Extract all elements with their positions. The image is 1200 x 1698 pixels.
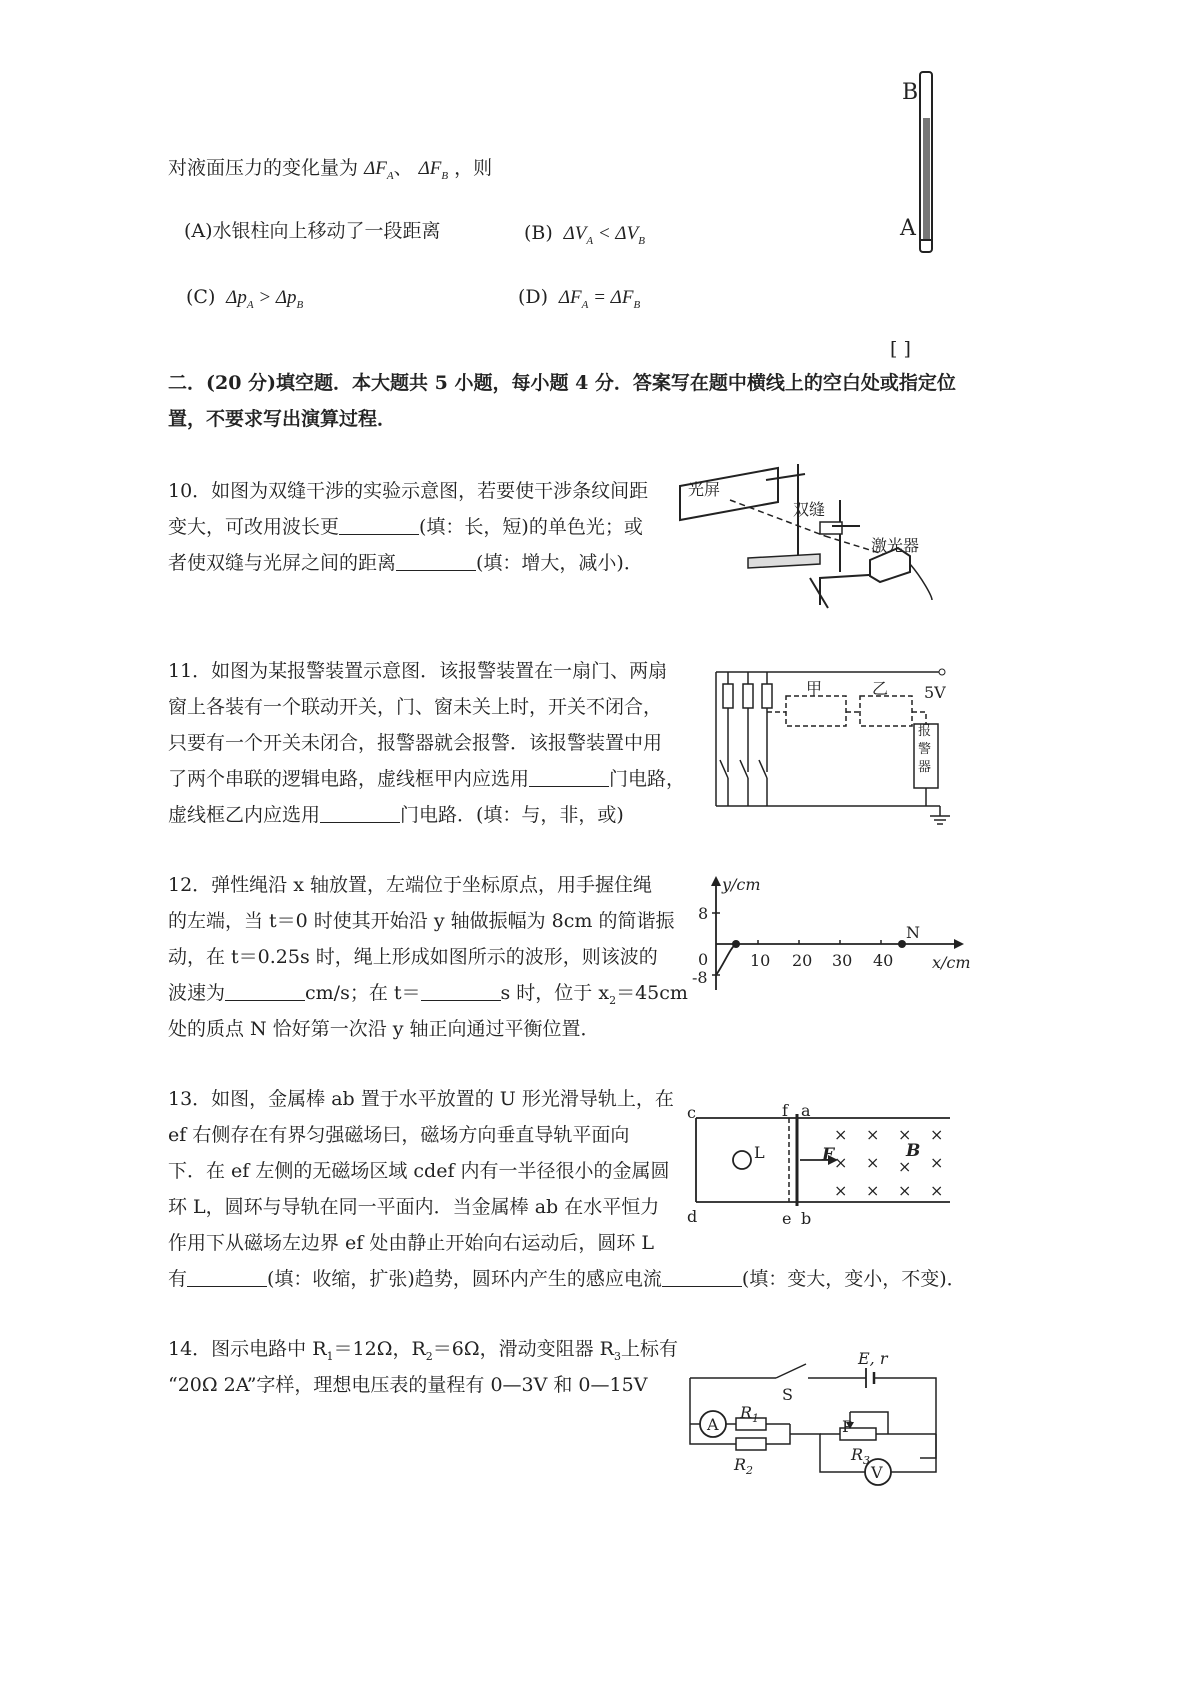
- q12-line1: 12．弹性绳沿 x 轴放置，左端位于坐标原点，用手握住绳: [168, 874, 652, 896]
- q9-stem-end: ，则: [454, 157, 493, 179]
- fig14-emf-label: E, r: [858, 1349, 888, 1368]
- q11-line3: 只要有一个开关未闭合，报警器就会报警．该报警装置中用: [168, 732, 663, 754]
- field-cross: ×: [866, 1125, 880, 1144]
- fig13-ring-label: L: [754, 1143, 765, 1162]
- field-cross: ×: [898, 1125, 912, 1144]
- fig10-laser-label: 激光器: [871, 536, 920, 555]
- circuit-figure: [680, 1346, 950, 1496]
- fig12-origin: 0: [698, 950, 709, 969]
- fig12-y-pos: 8: [698, 904, 709, 923]
- tube-label-b: B: [902, 80, 919, 105]
- field-cross: ×: [930, 1125, 944, 1144]
- q11-blank-1[interactable]: [529, 768, 609, 787]
- q14-line1-b: ＝12Ω，R: [333, 1338, 426, 1360]
- fig13-label-e: e: [782, 1209, 792, 1228]
- fig11-alarm-char-2: 警: [918, 742, 932, 757]
- q11-line5-end: 门电路．(填：与，非，或): [400, 804, 624, 826]
- fig13-label-a: a: [801, 1101, 811, 1120]
- field-cross: ×: [898, 1157, 912, 1176]
- field-cross: ×: [834, 1125, 848, 1144]
- fig14-switch-label: S: [782, 1385, 793, 1404]
- q10-line2-end: (填：长，短)的单色光；或: [419, 516, 643, 538]
- q13-line6-c: (填：变大，变小，不变)．: [741, 1268, 966, 1290]
- q13-line2: ef 右侧存在有界匀强磁场曰，磁场方向垂直导轨平面向: [168, 1124, 630, 1146]
- q9-option-c-label: (C): [186, 286, 216, 308]
- fig14-ammeter-label: A: [707, 1415, 719, 1434]
- fig13-label-b: b: [801, 1209, 812, 1228]
- q11-line4-start: 了两个串联的逻辑电路，虚线框甲内应选用: [168, 768, 530, 790]
- q9-option-d: (D) $\Delta F_A = \Delta F_B$: [518, 286, 641, 311]
- fig14-voltmeter-label: V: [871, 1463, 883, 1482]
- fig11-jia-label: 甲: [806, 679, 823, 698]
- fig12-point-n: N: [906, 923, 920, 942]
- field-cross: ×: [866, 1153, 880, 1172]
- q12-line4-d: ＝45cm: [616, 982, 688, 1004]
- q9-option-c: (C) $\Delta p_A > \Delta p_B$: [186, 286, 304, 311]
- q11-line5-start: 虚线框乙内应选用: [168, 804, 321, 826]
- field-cross: ×: [930, 1181, 944, 1200]
- q13-blank-2[interactable]: [662, 1268, 742, 1287]
- q10-blank-2[interactable]: [396, 552, 476, 571]
- q13-line1: 13．如图，金属棒 ab 置于水平放置的 U 形光滑导轨上，在: [168, 1088, 674, 1110]
- fig14-r3-label: $R_3$: [851, 1445, 871, 1468]
- fig11-alarm-char-1: 报: [918, 724, 932, 739]
- fig14-r1-label: $R_1$: [740, 1403, 760, 1426]
- fig14-slider-label: P: [842, 1417, 853, 1436]
- q10-line1: 10．如图为双缝干涉的实验示意图，若要使干涉条纹间距: [168, 480, 649, 502]
- q10-line3: [168, 550, 643, 576]
- q12-blank-2[interactable]: [421, 982, 501, 1001]
- field-cross: ×: [834, 1181, 848, 1200]
- field-cross: ×: [866, 1181, 880, 1200]
- field-cross: ×: [898, 1181, 912, 1200]
- q13-line5: 作用下从磁场左边界 ef 处由静止开始向右运动后，圆环 L: [168, 1232, 655, 1254]
- fig13-field-label: B: [906, 1141, 921, 1161]
- q9-option-d-label: (D): [518, 286, 549, 308]
- q13-line4: 环 L，圆环与导轨在同一平面内．当金属棒 ab 在水平恒力: [168, 1196, 660, 1218]
- q13-blank-1[interactable]: [187, 1268, 267, 1287]
- q10-blank-1[interactable]: [339, 516, 419, 535]
- fig11-alarm-char-3: 器: [918, 760, 932, 775]
- q12-blank-1[interactable]: [225, 982, 305, 1001]
- q13-line6-a: 有: [168, 1268, 188, 1290]
- fig13-label-c: c: [687, 1103, 696, 1122]
- q14-line1-c: ＝6Ω，滑动变阻器 R: [432, 1338, 614, 1360]
- fig13-force-label: F: [822, 1145, 835, 1165]
- q12-line2: 的左端，当 t＝0 时使其开始沿 y 轴做振幅为 8cm 的简谐振: [168, 910, 675, 932]
- q14-line1-d: 上标有: [620, 1338, 678, 1360]
- q11-line4: [168, 766, 685, 792]
- fig11-yi-label: 乙: [872, 679, 889, 698]
- q11-line5: [168, 802, 624, 828]
- fig12-xtick-10: 10: [750, 951, 771, 970]
- fig14-r2-label: $R_2$: [734, 1455, 754, 1478]
- q9-option-b-label: (B): [524, 222, 553, 244]
- fig12-xtick-40: 40: [873, 951, 894, 970]
- q14-line1-a: 14．图示电路中 R: [168, 1338, 327, 1360]
- q13-line3: 下．在 ef 左侧的无磁场区域 cdef 内有一半径很小的金属圆: [168, 1160, 670, 1182]
- q14-line1: 14．图示电路中 $R_1=12\Omega$，$R_2=6\Omega$，滑动变阻器 $R_3$上标有: [168, 1338, 678, 1363]
- q11-line4-end: 门电路，: [609, 768, 686, 790]
- q9-option-b: (B) $\Delta V_A < \Delta V_B$: [524, 222, 645, 247]
- section2-header-line1: 二．(20 分)填空题．本大题共 5 小题，每小题 4 分．答案写在题中横线上的空白处或指定位: [168, 372, 956, 394]
- fig13-label-f: f: [782, 1101, 788, 1120]
- q13-line6: [168, 1266, 966, 1292]
- fig13-label-d: d: [687, 1207, 698, 1226]
- q12-line4-c: s 时，位于 x: [500, 982, 610, 1004]
- q9-answer-bracket: [ ]: [890, 338, 911, 360]
- q9-stem-text: 对液面压力的变化量为: [168, 157, 359, 179]
- section2-header-line2: 置，不要求写出演算过程．: [168, 408, 397, 430]
- fig12-ylabel: y/cm: [722, 875, 761, 894]
- fig12-xtick-20: 20: [792, 951, 813, 970]
- q9-stem-sep: 、: [393, 157, 413, 179]
- q12-line4-a: 波速为: [168, 982, 226, 1004]
- q10-line2-start: 变大，可改用波长更: [168, 516, 340, 538]
- q12-line4-b: cm/s；在 t＝: [305, 982, 421, 1004]
- q11-blank-2[interactable]: [320, 804, 400, 823]
- q13-line6-b: (填：收缩，扩张)趋势，圆环内产生的感应电流: [267, 1268, 662, 1290]
- q11-line2: 窗上各装有一个联动开关，门、窗未关上时，开关不闭合，: [168, 696, 663, 718]
- q9-option-a: (A)水银柱向上移动了一段距离: [184, 220, 441, 242]
- fig12-y-neg: -8: [692, 968, 708, 987]
- q12-line5: 处的质点 N 恰好第一次沿 y 轴正向通过平衡位置．: [168, 1018, 600, 1040]
- fig10-slit-label: 双缝: [793, 500, 826, 519]
- fig10-screen-label: 光屏: [688, 480, 721, 499]
- q10-line2: [168, 514, 643, 540]
- q11-line1: 11．如图为某报警装置示意图．该报警装置在一扇门、两扇: [168, 660, 668, 682]
- q10-line3-end: (填：增大，减小)．: [476, 552, 643, 574]
- fig12-xtick-30: 30: [832, 951, 853, 970]
- fig11-voltage-label: 5V: [924, 683, 946, 702]
- q14-line2: “20Ω 2A”字样，理想电压表的量程有 0—3V 和 0—15V: [168, 1374, 648, 1396]
- q12-line4: 波速为 cm/s；在 t＝ s 时，位于 $x_2=45cm$: [168, 982, 688, 1007]
- field-cross: ×: [834, 1153, 848, 1172]
- tube-label-a: A: [900, 216, 916, 241]
- q10-line3-start: 者使双缝与光屏之间的距离: [168, 552, 397, 574]
- q12-line3: 动，在 t＝0.25s 时，绳上形成如图所示的波形，则该波的: [168, 946, 658, 968]
- field-cross: ×: [930, 1153, 944, 1172]
- q9-stem: 对液面压力的变化量为 $\Delta F_A$、 $\Delta F_B$ ，则: [168, 157, 493, 182]
- fig12-xlabel: x/cm: [932, 953, 971, 972]
